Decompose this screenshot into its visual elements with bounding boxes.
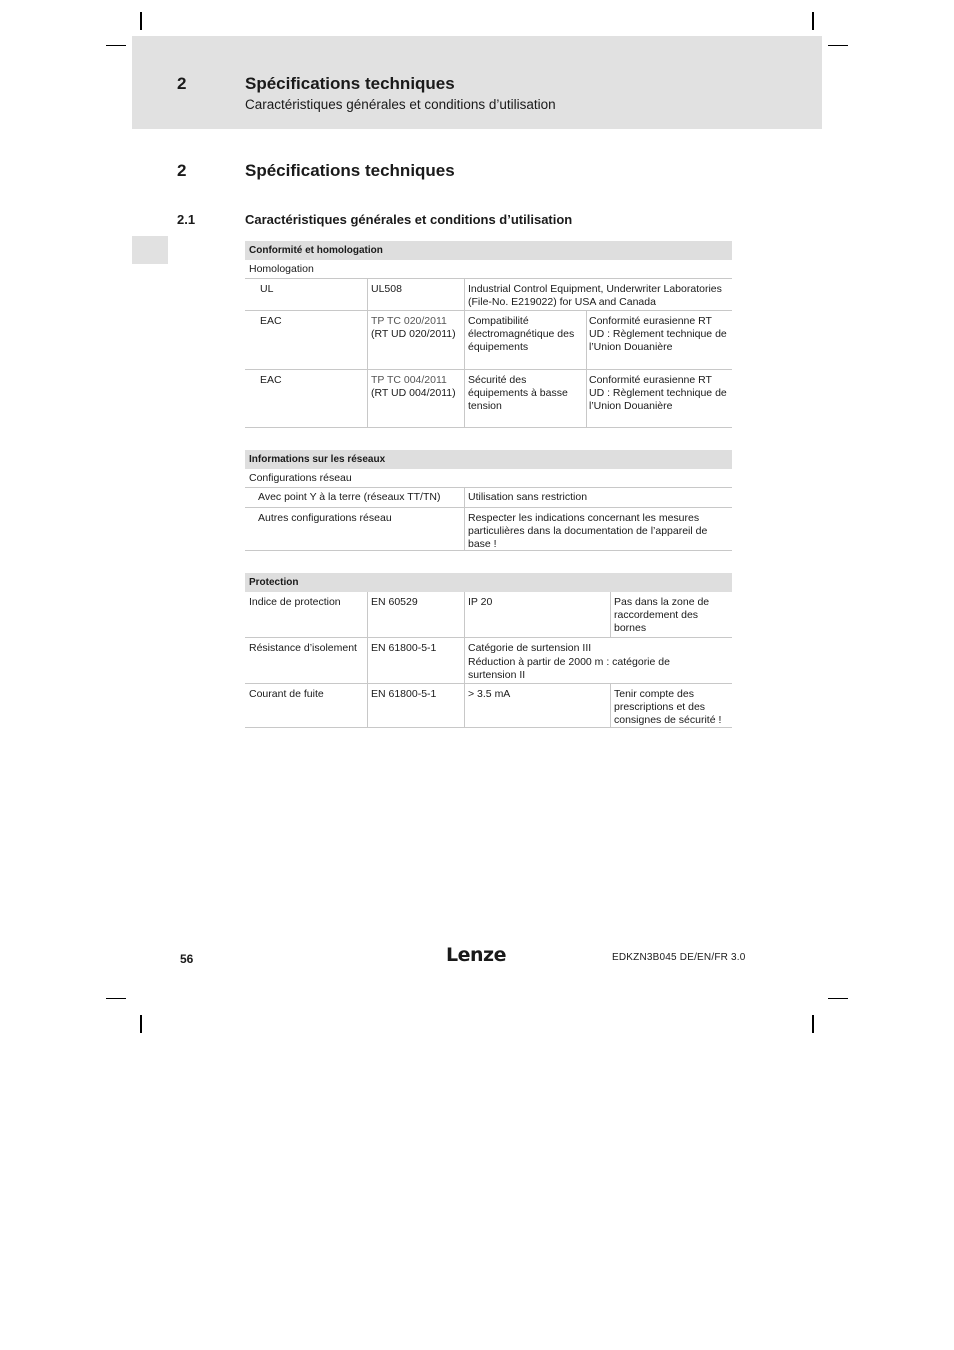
table-row	[245, 279, 732, 311]
property-value: Catégorie de surtension III	[468, 642, 592, 654]
property-name: Résistance d’isolement	[249, 642, 357, 654]
approval-standard-alt: (RT UD 020/2011)	[371, 328, 456, 341]
approval-type: UL	[260, 283, 274, 295]
property-standard: EN 61800-5-1	[371, 642, 437, 654]
crop-mark	[828, 45, 848, 46]
property-standard: EN 60529	[371, 596, 418, 608]
crop-mark	[812, 12, 814, 30]
table-row	[245, 488, 732, 508]
row-label: Homologation	[249, 263, 314, 275]
property-note: Pas dans la zone de raccordement des bornes	[614, 596, 710, 635]
chapter-subtitle: Caractéristiques générales et conditions d’utilisation	[245, 97, 556, 112]
property-standard: EN 61800-5-1	[371, 688, 437, 700]
table-row	[245, 370, 732, 428]
property-value: > 3.5 mA	[468, 688, 511, 700]
network-requirement: Respecter les indications concernant les mesures particulières dans la documentation de l’appareil de base !	[468, 512, 708, 551]
heading-2-title: Caractéristiques générales et conditions d’utilisation	[245, 212, 573, 227]
heading-1-title: Spécifications techniques	[245, 161, 455, 180]
approval-standard: TP TC 004/2011	[371, 374, 447, 386]
table-row	[245, 638, 732, 684]
table-section-title: Informations sur les réseaux	[245, 450, 732, 469]
document-reference: EDKZN3B045 DE/EN/FR 3.0	[612, 952, 746, 963]
network-type: Avec point Y à la terre (réseaux TT/TN)	[258, 491, 441, 503]
table-row	[245, 260, 732, 279]
protection-table	[245, 573, 732, 728]
crop-mark	[812, 1015, 814, 1033]
chapter-number: 2	[177, 74, 187, 93]
table-section-title: Protection	[245, 573, 732, 592]
crop-mark	[106, 45, 126, 46]
heading-1-number: 2	[177, 161, 187, 180]
approval-standard: UL508	[371, 283, 402, 295]
network-type: Autres configurations réseau	[258, 512, 392, 524]
table-row	[245, 592, 732, 638]
property-value-note: Réduction à partir de 2000 m : catégorie de surtension II	[468, 656, 670, 682]
property-value: IP 20	[468, 596, 493, 608]
approval-description: Sécurité des équipements à basse tension	[468, 374, 568, 413]
conformity-table	[245, 241, 732, 428]
approval-note: Conformité eurasienne RT UD : Règlement technique de l’Union Douanière	[589, 374, 727, 413]
approval-note: Conformité eurasienne RT UD : Règlement technique de l’Union Douanière	[589, 315, 727, 354]
crop-mark	[140, 1015, 142, 1033]
approval-type: EAC	[260, 374, 282, 386]
table-row	[245, 508, 732, 551]
networks-table	[245, 450, 732, 551]
table-row	[245, 311, 732, 370]
property-name: Courant de fuite	[249, 688, 324, 700]
page-number: 56	[180, 952, 194, 966]
chapter-header-band	[132, 36, 822, 129]
chapter-title: Spécifications techniques	[245, 74, 455, 93]
table-row	[245, 469, 732, 488]
row-label: Configurations réseau	[249, 472, 352, 484]
approval-standard: TP TC 020/2011	[371, 315, 447, 327]
approval-standard-alt: (RT UD 004/2011)	[371, 387, 456, 400]
approval-description: Compatibilité électromagnétique des équipements	[468, 315, 575, 354]
crop-mark	[140, 12, 142, 30]
property-name: Indice de protection	[249, 596, 341, 608]
chapter-side-tab	[132, 236, 168, 264]
crop-mark	[828, 998, 848, 999]
approval-description: Industrial Control Equipment, Underwriter Laboratories (File-No. E219022) for USA and Canada	[468, 283, 722, 309]
property-note: Tenir compte des prescriptions et des consignes de sécurité !	[614, 688, 722, 727]
table-section-title: Conformité et homologation	[245, 241, 732, 260]
crop-mark	[106, 998, 126, 999]
heading-2-number: 2.1	[177, 212, 196, 227]
approval-type: EAC	[260, 315, 282, 327]
table-row	[245, 684, 732, 728]
network-requirement: Utilisation sans restriction	[468, 491, 588, 503]
lenze-logo: Lenze	[446, 944, 506, 966]
